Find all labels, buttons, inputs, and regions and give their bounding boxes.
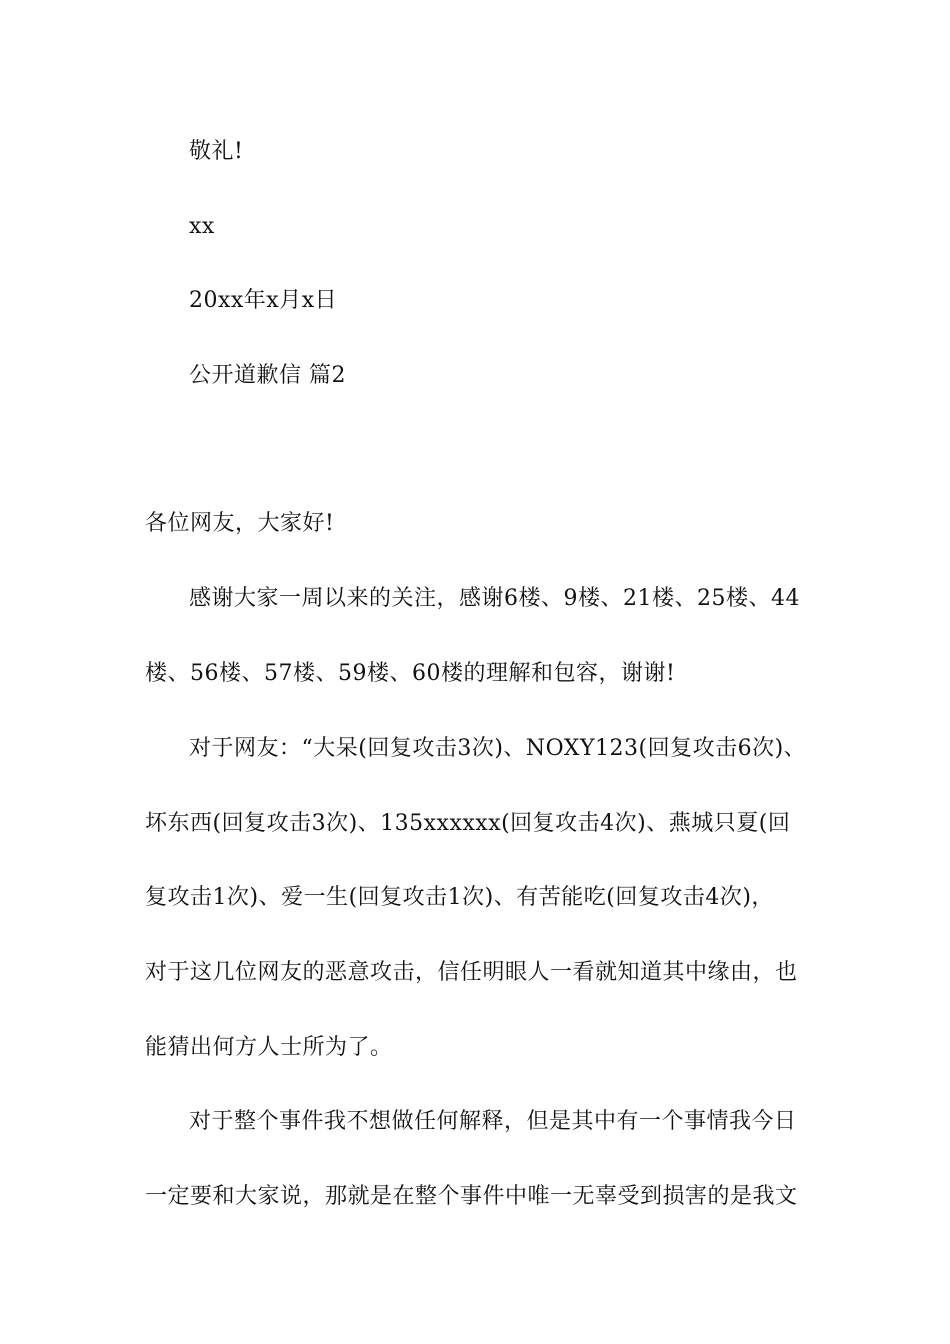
paragraph-1-line-2: 楼、56楼、57楼、59楼、60楼的理解和包容，谢谢!	[145, 661, 676, 686]
paragraph-1-line-1: 感谢大家一周以来的关注，感谢6楼、9楼、21楼、25楼、44	[189, 586, 800, 611]
paragraph-2-line-5: 能猜出何方人士所为了。	[145, 1035, 393, 1060]
signature: xx	[189, 214, 215, 239]
paragraph-2-line-2: 坏东西(回复攻击3次)、135xxxxxx(回复攻击4次)、燕城只夏(回	[145, 811, 791, 836]
paragraph-2-line-3: 复攻击1次)、爱一生(回复攻击1次)、有苦能吃(回复攻击4次)，	[145, 885, 774, 910]
greeting: 各位网友，大家好!	[145, 511, 335, 536]
paragraph-2-line-1: 对于网友：“大呆(回复攻击3次)、NOXY123(回复攻击6次)、	[189, 736, 807, 761]
paragraph-3-line-1: 对于整个事件我不想做任何解释，但是其中有一个事情我今日	[189, 1109, 797, 1134]
paragraph-2-line-4: 对于这几位网友的恶意攻击，信任明眼人一看就知道其中缘由，也	[145, 960, 798, 985]
letter-date: 20xx年x月x日	[189, 288, 338, 313]
section-title: 公开道歉信 篇2	[189, 363, 346, 388]
closing-salutation: 敬礼!	[189, 139, 244, 164]
paragraph-3-line-2: 一定要和大家说，那就是在整个事件中唯一无辜受到损害的是我文	[145, 1184, 798, 1209]
